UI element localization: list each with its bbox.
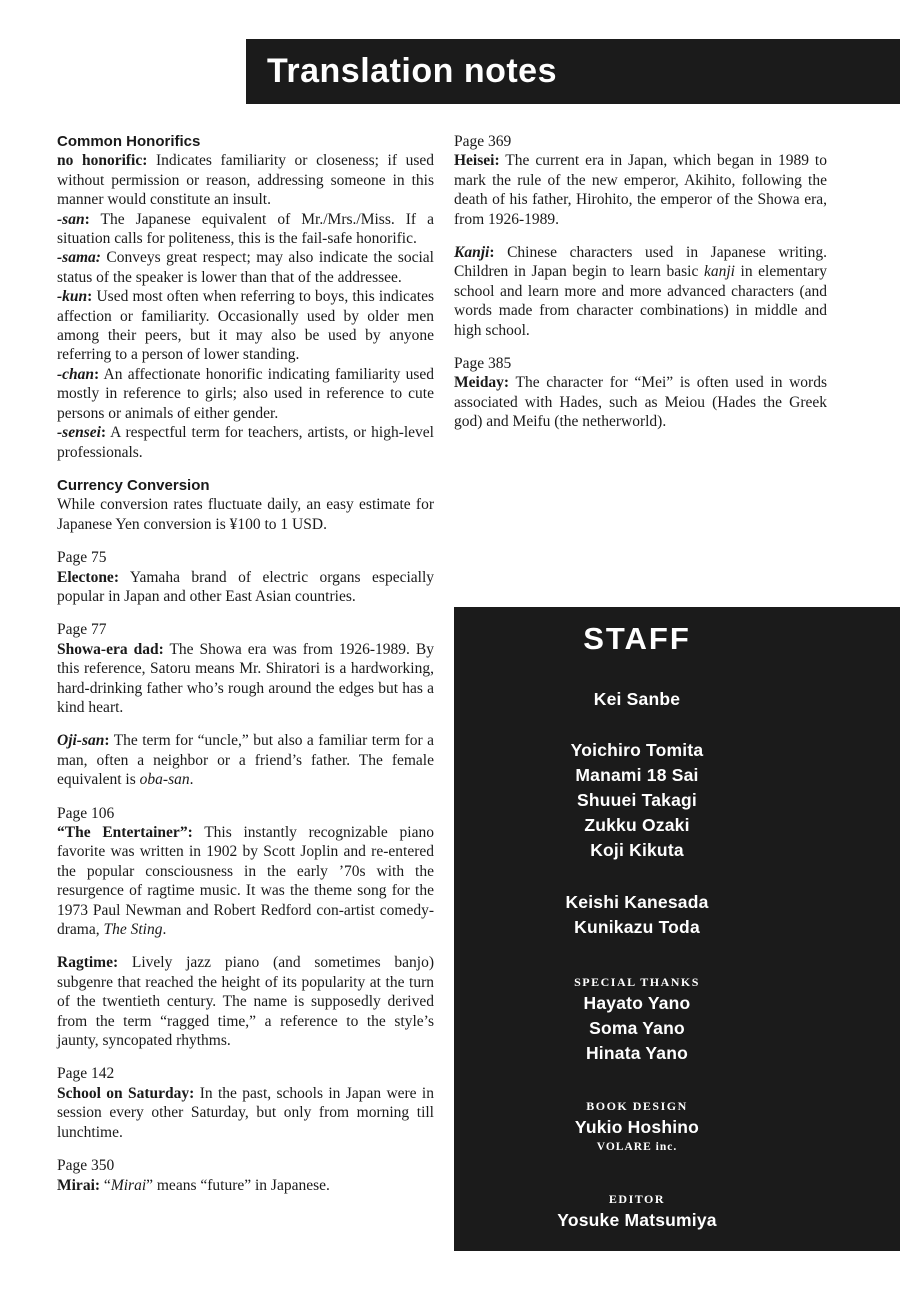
note-text-segment: A respectful term for teachers, artists, or high-level professionals. [57, 424, 434, 461]
note-text-segment: in elementary school and learn more and more advanced characters (and words made from character combinations) in middle and high school. [454, 263, 827, 339]
note-text-segment: Used most often when referring to boys, this indicates affection or familiarity. Occasionally used by older men among their peers, but it may also be used by anyone referring to a person of lower standing. [57, 288, 434, 364]
staff-name: Kunikazu Toda [574, 917, 700, 937]
note-paragraph [454, 151, 827, 229]
staff-group [454, 1191, 820, 1233]
notes-column-left [57, 132, 434, 1195]
note-text-segment: -chan [57, 365, 95, 383]
note-block [57, 1156, 434, 1195]
note-text-segment: -kun [57, 288, 88, 306]
page-reference: Page 106 [57, 804, 115, 822]
page-reference: Page 350 [57, 1157, 115, 1175]
staff-name: Keishi Kanesada [565, 892, 709, 912]
note-text-segment: The Showa era was from 1926-1989. By this reference, Satoru means Mr. Shiratori is a hardworking, hard-drinking father who’s rough around the edges but has a kind heart. [57, 640, 434, 716]
note-paragraph [57, 731, 434, 789]
note-text-segment: The current era in Japan, which began in 1989 to mark the rule of the new emperor, Akihito, following the death of his father, Hirohito, the emperor of the Showa era, from 1926-1989. [454, 152, 827, 228]
note-text-segment: : [94, 365, 100, 383]
note-text-segment: Conveys great respect; may also indicate the social status of the speaker is lower than that of the addressee. [57, 249, 434, 286]
note-text-segment: Electone: [57, 568, 119, 586]
note-block [57, 1064, 434, 1142]
note-text-segment: Chinese characters used in Japanese writing. Children in Japan begin to learn basic [454, 244, 827, 281]
staff-group [454, 1098, 820, 1155]
staff-name: Manami 18 Sai [575, 765, 699, 785]
staff-name: Hayato Yano [583, 993, 691, 1013]
note-text-segment: Indicates familiarity or closeness; if used without permission or reason, addressing someone in this manner would constitute an insult. [57, 152, 434, 209]
note-paragraph [57, 151, 434, 209]
section-heading: Common Honorifics [57, 133, 201, 150]
note-text-segment: The Sting [103, 921, 163, 939]
staff-role-label: SPECIAL THANKS [574, 975, 700, 989]
note-text-segment: no honorific: [57, 152, 148, 170]
staff-name: Yukio Hoshino [574, 1117, 700, 1137]
staff-name: Shuuei Takagi [577, 790, 697, 810]
note-text-segment: : [489, 244, 495, 262]
note-block [57, 804, 434, 940]
note-text-segment: Oji-san [57, 732, 105, 750]
note-text-segment: This instantly recognizable piano favorite was written in 1902 by Scott Joplin and re-entered the popular consciousness in the early ’70s with the resurgence of ragtime music. It was the theme song for the 1973 Paul Newman and Robert Redford con-artist comedy-drama, [57, 824, 434, 939]
note-block [454, 132, 827, 229]
note-text-segment: : [104, 732, 110, 750]
note-text-segment: “The Entertainer”: [57, 824, 193, 841]
page-reference: Page 75 [57, 549, 107, 567]
staff-group [454, 687, 820, 712]
note-text-segment: Showa-era dad: [57, 640, 164, 658]
note-text-segment: Heisei: [454, 152, 500, 170]
staff-name: Hinata Yano [585, 1043, 689, 1063]
note-block [57, 548, 434, 606]
note-paragraph [57, 953, 434, 1050]
note-block [57, 731, 434, 789]
note-text-segment: Ragtime: [57, 954, 119, 972]
note-text-segment: The character for “Mei” is often used in words associated with Hades, such as Meiou (Hades the Greek god) and Meifu (the netherworld). [454, 374, 827, 431]
page-header-bar [246, 39, 900, 104]
note-paragraph [57, 1084, 434, 1142]
page-reference: Page 77 [57, 621, 107, 639]
note-text-segment: . [162, 921, 167, 939]
note-text-segment: Mirai: [57, 1176, 101, 1194]
staff-role-label: BOOK DESIGN [586, 1099, 688, 1113]
note-text-segment: : [84, 210, 90, 228]
page-title: Translation notes [267, 52, 557, 90]
note-paragraph [57, 1176, 434, 1195]
note-text-segment: Lively jazz piano (and sometimes banjo) subgenre that reached the height of its popularity at the turn of the twentieth century. The name is supposedly derived from the term “ragged time,” a reference to the style’s jaunty, syncopated rhythms. [57, 954, 434, 1050]
note-block [454, 243, 827, 340]
note-text-segment: ” means “future” in Japanese. [146, 1176, 330, 1194]
note-text-segment: oba-san [139, 771, 190, 789]
note-text-segment: Mirai [110, 1176, 147, 1194]
note-text-segment: In the past, schools in Japan were in session every other Saturday, but only from morning till lunchtime. [57, 1084, 434, 1141]
note-text-segment: The Japanese equivalent of Mr./Mrs./Miss. If a situation calls for politeness, this is the fail-safe honorific. [57, 210, 434, 248]
note-text-segment: Kanji [454, 244, 490, 262]
note-text-segment: The term for “uncle,” but also a familiar term for a man, often a neighbor or a friend’s father. The female equivalent is [57, 732, 434, 789]
staff-title: STAFF [583, 621, 691, 656]
page-reference: Page 369 [454, 133, 512, 150]
note-text-segment: While conversion rates fluctuate daily, an easy estimate for Japanese Yen conversion is ¥100 to 1 USD. [57, 496, 434, 533]
note-paragraph [57, 495, 434, 534]
staff-credits-panel [454, 607, 900, 1251]
note-text-segment: -sama: [57, 249, 101, 267]
staff-name: Koji Kikuta [590, 840, 684, 860]
staff-name: Yoichiro Tomita [570, 740, 704, 760]
note-paragraph [57, 823, 434, 939]
note-text-segment: “ [100, 1176, 111, 1194]
note-text-segment: -sensei [57, 424, 101, 442]
note-paragraph [57, 640, 434, 718]
staff-name: Kei Sanbe [593, 689, 681, 709]
note-text-segment: kanji [703, 263, 735, 281]
note-paragraph [57, 365, 434, 423]
note-paragraph [57, 287, 434, 365]
note-block [57, 620, 434, 717]
note-text-segment: Yamaha brand of electric organs especially popular in Japan and other East Asian countries. [57, 568, 434, 605]
note-paragraph [57, 568, 434, 607]
note-text-segment: School on Saturday: [57, 1084, 195, 1102]
staff-role-label: EDITOR [608, 1192, 666, 1206]
staff-groups [454, 687, 820, 1233]
note-paragraph [454, 243, 827, 340]
note-text-segment: : [100, 424, 107, 442]
page-reference: Page 385 [454, 355, 512, 373]
notes-column-right [454, 132, 827, 432]
staff-group [454, 974, 820, 1066]
note-text-segment: : [87, 288, 93, 306]
note-paragraph [57, 423, 434, 462]
note-paragraph [454, 373, 827, 431]
note-text-segment: . [189, 771, 194, 789]
note-text-segment: An affectionate honorific indicating familiarity used mostly in reference to girls; also used in reference to cute persons or animals of either gender. [57, 365, 434, 422]
note-block [57, 132, 434, 462]
staff-company-label: VOLARE inc. [596, 1141, 678, 1153]
note-text-segment: -san [57, 210, 85, 228]
staff-group [454, 738, 820, 863]
staff-group [454, 890, 820, 940]
page-reference: Page 142 [57, 1065, 115, 1083]
note-paragraph [57, 210, 434, 249]
note-paragraph [57, 248, 434, 287]
staff-credits-content [454, 607, 820, 1233]
note-block [57, 476, 434, 534]
note-block [57, 953, 434, 1050]
staff-name: Zukku Ozaki [584, 815, 690, 835]
note-text-segment: Meiday: [454, 374, 510, 392]
note-block [454, 354, 827, 432]
staff-name: Yosuke Matsumiya [557, 1210, 717, 1230]
staff-name: Soma Yano [589, 1018, 685, 1038]
section-heading: Currency Conversion [57, 476, 210, 494]
